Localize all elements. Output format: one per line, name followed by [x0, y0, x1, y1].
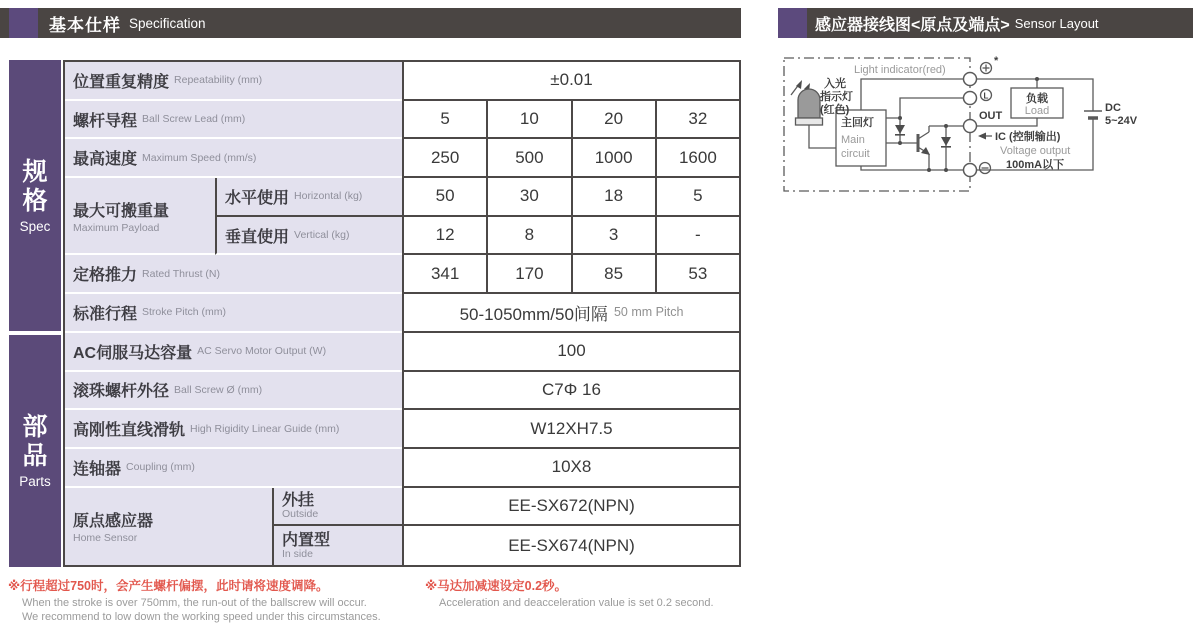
header-accent-square — [9, 8, 38, 38]
wire-l — [886, 98, 964, 118]
payload-sub-rows — [215, 178, 739, 255]
footnote-zh: ※行程超过750时，会产生螺杆偏摆，此时请将速度调降。 — [8, 579, 329, 593]
row-values — [402, 139, 739, 178]
terminal-plus-circle — [964, 73, 977, 86]
terminal-star: * — [994, 55, 999, 67]
current-limit-label: 100mA以下 — [1006, 159, 1065, 171]
row-label-en: Home Sensor — [73, 532, 138, 545]
value-cell: W12XH7.5 — [402, 410, 739, 449]
terminal-out-label: OUT — [979, 110, 1003, 122]
value-cell: 50 — [402, 178, 486, 217]
sidebar-section-parts — [9, 335, 61, 567]
sensor-wiring-diagram — [778, 48, 1200, 200]
row-label — [65, 294, 402, 333]
row-label-zh: 标准行程 — [73, 305, 138, 323]
value-cell: - — [655, 217, 739, 256]
zener-bar — [895, 134, 905, 136]
value-cell: 5 — [402, 101, 486, 140]
value-cell: 8 — [486, 217, 570, 256]
header-title-zh: 感应器接线图<原点及端点> — [815, 16, 1010, 34]
stroke-value-zh: 50-1050mm/50间隔 — [459, 304, 608, 324]
value-cell: EE-SX672(NPN) — [402, 488, 739, 527]
value-cell: 170 — [486, 255, 570, 294]
row-label — [272, 488, 402, 527]
light-indicator-zh: 指示灯 — [820, 91, 853, 103]
light-indicator-label: Light indicator(red) — [854, 64, 946, 76]
row-label-en: AC Servo Motor Output (W) — [197, 345, 327, 358]
row-label-zh: 垂直使用 — [225, 228, 290, 246]
row-label-en: Ball Screw Ø (mm) — [174, 383, 263, 396]
value-cell: 500 — [486, 139, 570, 178]
stroke-value-en: 50 mm Pitch — [613, 305, 684, 320]
row-label-en: Vertical (kg) — [294, 229, 350, 242]
value-cell: 250 — [402, 139, 486, 178]
table-row-vertical — [215, 217, 739, 256]
value-cell — [402, 294, 739, 333]
row-values — [402, 526, 739, 565]
table-row-linear-guide — [65, 410, 739, 449]
dc-voltage-label: 5~24V — [1105, 115, 1138, 127]
footnote-stroke — [8, 576, 381, 624]
value-cell: 32 — [655, 101, 739, 140]
footnote-zh: ※马达加减速设定0.2秒。 — [425, 579, 568, 593]
header-title-en: Sensor Layout — [1014, 15, 1099, 31]
row-values — [402, 101, 739, 140]
value-cell: 100 — [402, 333, 739, 372]
sidebar-label-en: Parts — [19, 474, 51, 489]
load-zh: 负载 — [1026, 93, 1048, 105]
footnote-en: We recommend to low down the working speed under this circumstances. — [22, 611, 381, 623]
row-label-en: High Rigidity Linear Guide (mm) — [190, 422, 340, 435]
row-values — [402, 449, 739, 488]
row-values — [402, 488, 739, 527]
circuit-svg — [778, 48, 1200, 200]
header-bar-sensor-layout — [778, 8, 1193, 38]
row-values — [402, 178, 739, 217]
led-wire — [809, 125, 836, 148]
row-label-zh: 螺杆导程 — [73, 112, 138, 130]
light-indicator-zh: 入光 — [824, 78, 846, 90]
zener-triangle — [895, 125, 905, 134]
row-label-en: Maximum Payload — [73, 221, 160, 234]
voltage-output-label: Voltage output — [1000, 145, 1071, 157]
sidebar-char: 品 — [22, 442, 48, 470]
row-label — [65, 178, 215, 255]
row-values — [402, 372, 739, 411]
light-indicator-zh: (红色) — [820, 104, 850, 116]
row-label-zh: 最高速度 — [73, 151, 138, 169]
terminal-l-label: L — [983, 91, 989, 101]
row-label-en: Ball Screw Lead (mm) — [142, 113, 246, 126]
row-label-zh: 滚珠螺杆外径 — [73, 383, 170, 401]
footnote-acceleration — [425, 576, 714, 610]
terminal-out-circle — [964, 120, 977, 133]
table-row-repeatability — [65, 62, 739, 101]
row-label — [65, 333, 402, 372]
row-label-zh: 定格推力 — [73, 267, 138, 285]
transistor-collector — [918, 132, 929, 139]
row-label-zh: 最大可搬重量 — [73, 202, 170, 220]
row-label-zh: 外挂 — [282, 491, 315, 509]
row-label-zh: 内置型 — [282, 531, 331, 549]
row-values — [402, 217, 739, 256]
table-row-home-sensor — [65, 488, 739, 565]
row-label — [65, 255, 402, 294]
table-row-servo-output — [65, 333, 739, 372]
table-row-ball-screw-lead — [65, 101, 739, 140]
main-circuit-en: Main — [841, 134, 865, 146]
sidebar-char: 规 — [22, 157, 48, 186]
row-label-en: Repeatability (mm) — [174, 74, 263, 87]
row-label-zh: 高刚性直线滑轨 — [73, 422, 186, 440]
zener-bar — [941, 146, 951, 148]
row-label-zh: 连轴器 — [73, 460, 122, 478]
table-row-sensor-inside — [272, 526, 739, 565]
spec-table — [9, 60, 741, 567]
row-label-zh: 原点感应器 — [73, 513, 154, 531]
main-circuit-en: circuit — [841, 148, 870, 160]
main-circuit-zh: 主回灯 — [841, 117, 874, 129]
row-label — [215, 217, 402, 256]
value-cell: EE-SX674(NPN) — [402, 526, 739, 565]
sidebar-section-spec — [9, 60, 61, 331]
value-cell: 1600 — [655, 139, 739, 178]
row-label — [65, 449, 402, 488]
footnote-en: When the stroke is over 750mm, the run-out of the ballscrew will occur. — [22, 597, 367, 609]
row-label-en: Rated Thrust (N) — [142, 267, 221, 280]
junction-dot — [944, 168, 948, 172]
value-cell: 20 — [571, 101, 655, 140]
emitter-arrowhead — [921, 147, 930, 155]
row-label-en: Outside — [282, 507, 319, 520]
sidebar-label-en: Spec — [19, 218, 51, 234]
value-cell: 30 — [486, 178, 570, 217]
row-label — [65, 101, 402, 140]
row-label-zh: 水平使用 — [225, 189, 290, 207]
row-label-en: Coupling (mm) — [126, 461, 195, 474]
value-cell: 85 — [571, 255, 655, 294]
table-row-ball-screw-od — [65, 372, 739, 411]
ic-arrowhead — [978, 133, 986, 140]
row-values — [402, 255, 739, 294]
value-cell: ±0.01 — [402, 62, 739, 101]
terminal-l-circle — [964, 92, 977, 105]
value-cell: 18 — [571, 178, 655, 217]
value-cell: 10X8 — [402, 449, 739, 488]
value-cell: 3 — [571, 217, 655, 256]
home-sensor-sub-rows — [272, 488, 739, 565]
led-base — [796, 118, 823, 125]
wire-top — [861, 79, 964, 110]
table-row-horizontal — [215, 178, 739, 217]
junction-dot — [898, 141, 902, 145]
row-label — [65, 62, 402, 101]
spec-grid — [63, 60, 741, 567]
row-label — [215, 178, 402, 217]
row-label-zh: 位置重复精度 — [73, 73, 170, 91]
row-label-en: Maximum Speed (mm/s) — [142, 151, 257, 164]
junction-dot — [927, 168, 931, 172]
row-label — [272, 526, 402, 565]
row-label-en: Stroke Pitch (mm) — [142, 306, 227, 319]
row-values — [402, 410, 739, 449]
row-label — [65, 139, 402, 178]
row-values — [402, 333, 739, 372]
sidebar-char: 部 — [22, 413, 48, 441]
table-row-max-payload — [65, 178, 739, 255]
row-label-en: Horizontal (kg) — [294, 190, 363, 203]
table-row-stroke-pitch — [65, 294, 739, 333]
value-cell: 10 — [486, 101, 570, 140]
row-label — [65, 410, 402, 449]
header-accent-square — [778, 8, 807, 38]
row-label — [65, 488, 272, 565]
load-en: Load — [1024, 105, 1050, 117]
row-label-en: In side — [282, 547, 313, 560]
header-bar-specification — [0, 8, 741, 38]
row-label — [65, 372, 402, 411]
dc-label: DC — [1105, 102, 1121, 114]
header-title-zh: 基本仕样 — [49, 15, 121, 35]
zener-triangle — [941, 137, 951, 146]
value-cell: 341 — [402, 255, 486, 294]
terminal-minus-circle — [964, 164, 977, 177]
led-indicator-icon — [798, 89, 820, 118]
table-row-sensor-outside — [272, 488, 739, 527]
value-cell: 12 — [402, 217, 486, 256]
value-cell: C7Φ 16 — [402, 372, 739, 411]
junction-dot — [944, 124, 948, 128]
value-cell: 1000 — [571, 139, 655, 178]
junction-dot — [1035, 77, 1039, 81]
row-label-zh: AC伺服马达容量 — [73, 344, 193, 362]
footnote-en: Acceleration and deacceleration value is set 0.2 second. — [439, 597, 714, 609]
value-cell: 53 — [655, 255, 739, 294]
table-row-coupling — [65, 449, 739, 488]
junction-dot — [898, 116, 902, 120]
sidebar-char: 格 — [22, 186, 48, 215]
header-title-en: Specification — [129, 15, 206, 31]
table-row-max-speed — [65, 139, 739, 178]
table-row-rated-thrust — [65, 255, 739, 294]
ic-label: IC (控制输出) — [995, 131, 1061, 143]
value-cell: 5 — [655, 178, 739, 217]
row-values — [402, 62, 739, 101]
row-values — [402, 294, 739, 333]
